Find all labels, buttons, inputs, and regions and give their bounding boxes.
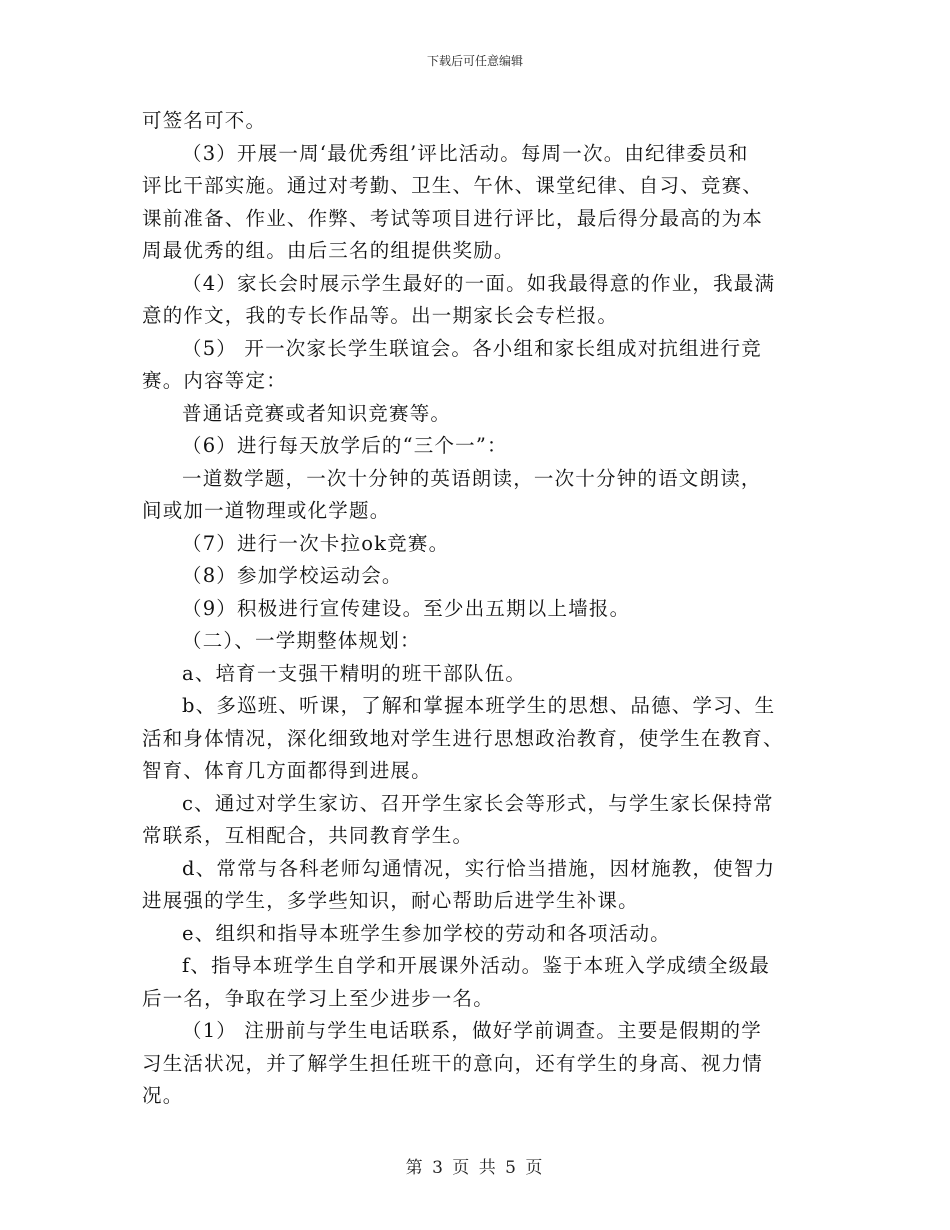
text-line: （4）家长会时展示学生最好的一面。如我最得意的作业，我最满: [182, 271, 776, 295]
text-line: b、多巡班、听课，了解和掌握本班学生的思想、品德、学习、生: [182, 694, 776, 717]
text-line: 可签名可不。: [142, 109, 267, 132]
text-line: （5） 开一次家长学生联谊会。各小组和家长组成对抗组进行竞: [182, 336, 762, 360]
text-line: 况。: [142, 1084, 184, 1107]
text-line: 间或加一道物理或化学题。: [142, 499, 391, 522]
text-line: 进展强的学生，多学些知识，耐心帮助后进学生补课。: [142, 889, 639, 912]
text-line: a、培育一支强干精明的班干部队伍。: [182, 661, 527, 685]
text-line: 赛。内容等定：: [142, 369, 287, 392]
text-line: 课前准备、作业、作弊、考试等项目进行评比，最后得分最高的为本: [142, 206, 764, 230]
text-line: （6）进行每天放学后的“三个一”：: [182, 434, 508, 457]
text-line: 普通话竞赛或者知识竞赛等。: [182, 401, 452, 425]
text-line: 活和身体情况，深化细致地对学生进行思想政治教育，使学生在教育、: [142, 726, 784, 750]
text-line: 周最优秀的组。由后三名的组提供奖励。: [142, 239, 515, 262]
text-line: （8）参加学校运动会。: [182, 564, 403, 587]
document-body: [142, 105, 810, 1113]
page-header: 下载后可任意编辑: [426, 54, 523, 68]
text-line: （3）开展一周‘最优秀组’评比活动。每周一次。由纪律委员和: [182, 141, 749, 165]
text-line: （二）、一学期整体规划：: [182, 629, 421, 652]
text-line: f、指导本班学生自学和开展课外活动。鉴于本班入学成绩全级最: [182, 954, 771, 977]
text-line: 意的作文，我的专长作品等。出一期家长会专栏报。: [142, 304, 619, 327]
text-line: c、通过对学生家访、召开学生家长会等形式，与学生家长保持常: [182, 791, 774, 815]
text-line: e、组织和指导本班学生参加学校的劳动和各项活动。: [182, 921, 671, 945]
text-line: （9）积极进行宣传建设。至少出五期以上墙报。: [182, 596, 631, 620]
text-line: 习生活状况，并了解学生担任班干的意向，还有学生的身高、视力情: [142, 1051, 764, 1075]
text-line: （7）进行一次卡拉ok竞赛。: [182, 531, 450, 555]
page-number: 第 3 页 共 5 页: [405, 1158, 545, 1178]
text-line: 评比干部实施。通过对考勤、卫生、午休、课堂纪律、自习、竞赛、: [142, 174, 764, 197]
text-line: 一道数学题，一次十分钟的英语朗读，一次十分钟的语文朗读，: [182, 466, 762, 490]
text-line: （1） 注册前与学生电话联系，做好学前调查。主要是假期的学: [182, 1019, 762, 1042]
text-line: 常联系，互相配合，共同教育学生。: [142, 824, 474, 847]
text-line: 智育、体育几方面都得到进展。: [142, 759, 432, 782]
text-line: 后一名，争取在学习上至少进步一名。: [142, 986, 494, 1010]
text-line: d、常常与各科老师勾通情况，实行恰当措施，因材施教，使智力: [182, 856, 776, 880]
